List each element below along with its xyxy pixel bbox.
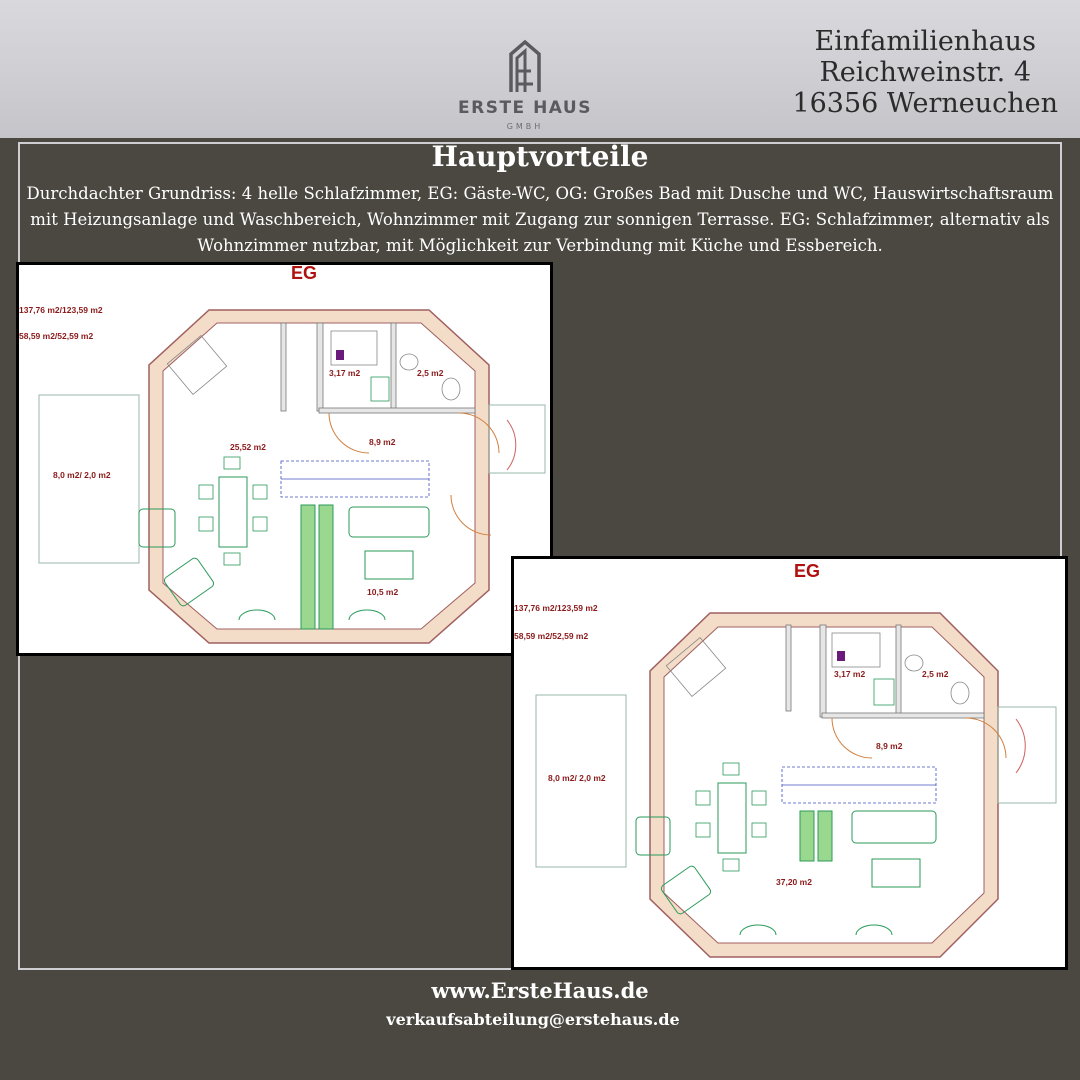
- company-logo[interactable]: [455, 36, 595, 136]
- room-hall-area: 8,9 m2: [369, 437, 396, 447]
- website-link[interactable]: www.ErsteHaus.de: [431, 978, 649, 1003]
- room-main-area: 25,52 m2: [230, 442, 266, 452]
- header-banner: [0, 0, 1080, 138]
- floor-plan-2[interactable]: [511, 556, 1068, 970]
- room-bath-area: 3,17 m2: [834, 669, 866, 679]
- email-link[interactable]: verkaufsabteilung@erstehaus.de: [386, 1010, 680, 1029]
- room-bath-area: 3,17 m2: [329, 368, 361, 378]
- floor-plan-drawing: [19, 265, 550, 653]
- floor-plan-drawing: [514, 559, 1065, 967]
- logo-subtitle: GMBH: [506, 122, 544, 131]
- sub-area-label: 58,59 m2/52,59 m2: [19, 331, 94, 341]
- address-line-city: 16356 Werneuchen: [792, 88, 1058, 119]
- address-line-type: Einfamilienhaus: [814, 26, 1036, 57]
- room-second-area: 10,5 m2: [367, 587, 399, 597]
- room-wc-area: 2,5 m2: [922, 669, 949, 679]
- address-line-street: Reichweinstr. 4: [819, 57, 1031, 88]
- floor-plan-1[interactable]: [16, 262, 553, 656]
- total-area-label: 137,76 m2/123,59 m2: [19, 305, 103, 315]
- room-living-area: 37,20 m2: [776, 877, 812, 887]
- section-description: Durchdachter Grundriss: 4 helle Schlafzimmer, EG: Gäste-WC, OG: Großes Bad mit Dusche und WC, Hauswirtschaftsraum mit Heizungsanlage und Waschbereich, Wohnzimmer mit Zugang zur sonnigen Terrasse. EG: Schlafzimmer, alternativ als Wohnzimmer nutzbar, mit Möglichkeit zur Verbindung mit Küche und Essbereich.: [26, 184, 1054, 255]
- sub-area-label: 58,59 m2/52,59 m2: [514, 631, 589, 641]
- total-area-label: 137,76 m2/123,59 m2: [514, 603, 598, 613]
- terrace-area: 8,0 m2/ 2,0 m2: [548, 773, 606, 783]
- house-logo-icon: [455, 36, 595, 96]
- room-wc-area: 2,5 m2: [417, 368, 444, 378]
- floor-label: EG: [794, 561, 821, 581]
- logo-name: ERSTE HAUS: [458, 98, 592, 118]
- floor-label: EG: [291, 263, 318, 283]
- terrace-area: 8,0 m2/ 2,0 m2: [53, 470, 111, 480]
- section-title: Hauptvorteile: [431, 140, 649, 173]
- room-hall-area: 8,9 m2: [876, 741, 903, 751]
- property-address: [792, 26, 1058, 119]
